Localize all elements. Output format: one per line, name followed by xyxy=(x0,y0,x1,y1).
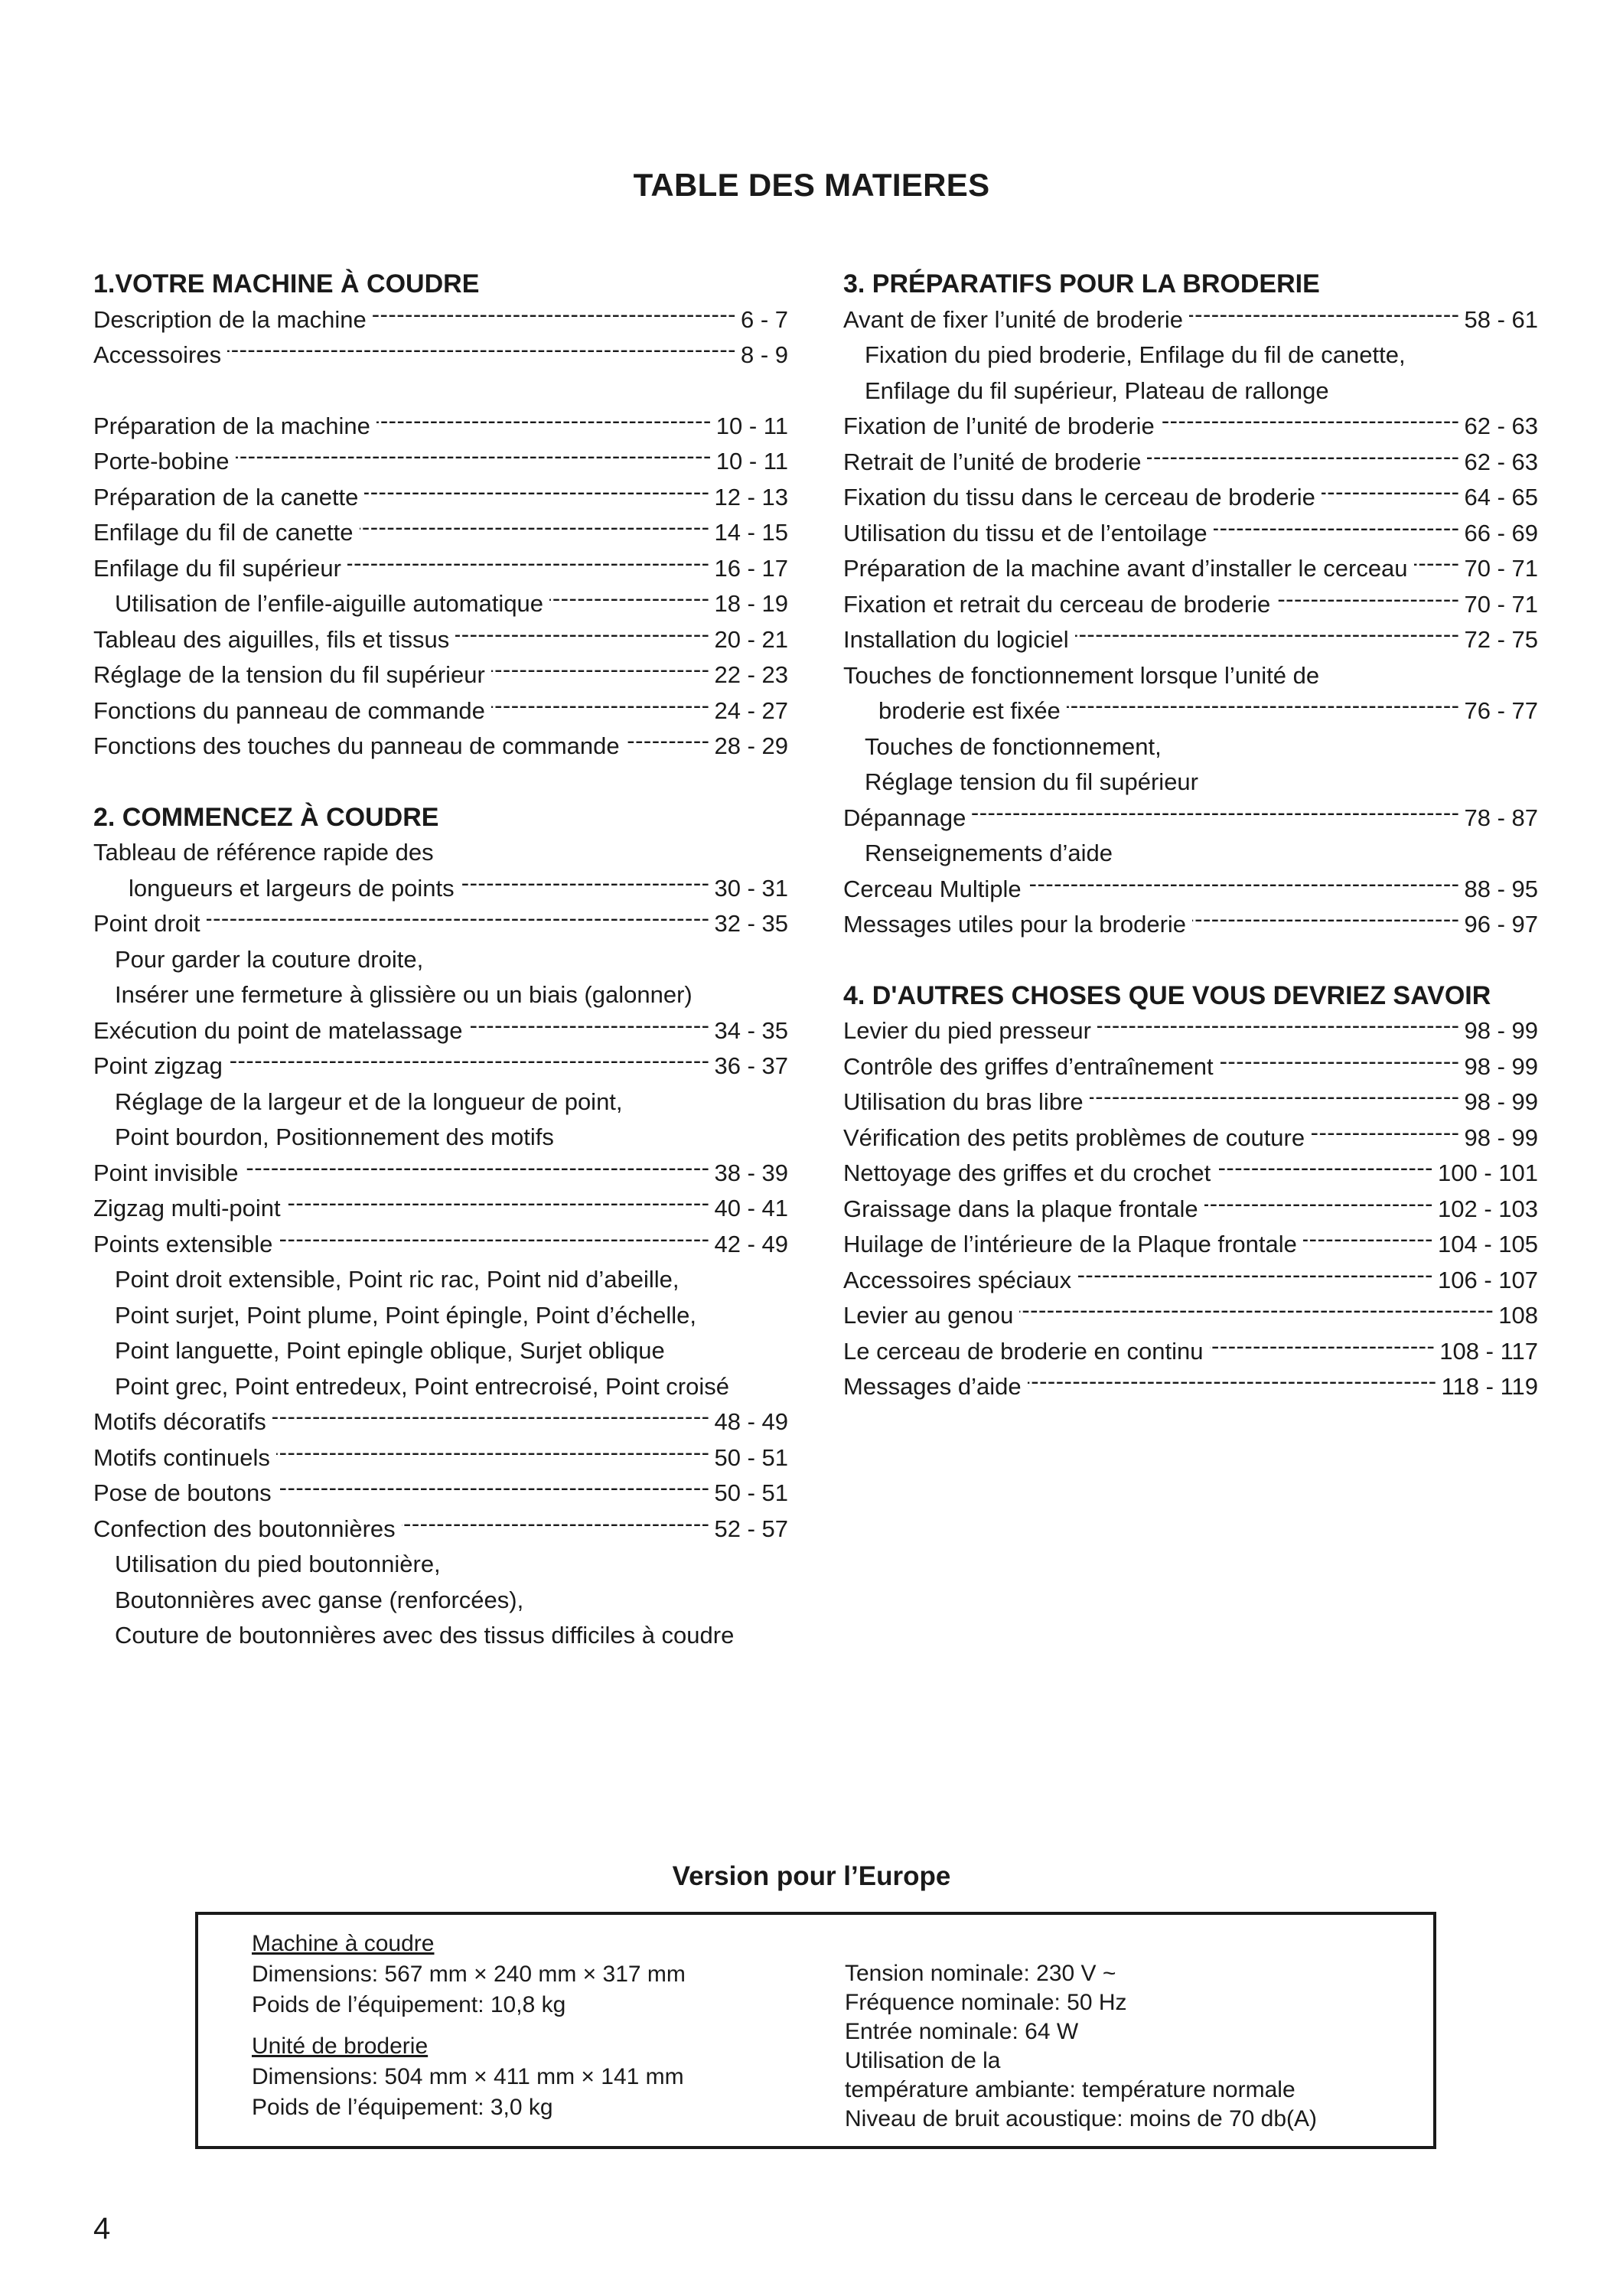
section-heading: 3. PRÉPARATIFS POUR LA BRODERIE xyxy=(843,269,1320,298)
dot-leader xyxy=(278,1477,710,1501)
toc-entry xyxy=(843,907,1538,943)
dot-leader xyxy=(491,659,710,683)
toc-entry-label: Point zigzag xyxy=(93,1052,223,1079)
toc-entry-pages: 28 - 29 xyxy=(714,732,788,759)
section-heading: 1.VOTRE MACHINE À COUDRE xyxy=(93,269,480,298)
specifications-right xyxy=(845,1959,1317,2134)
toc-entry-pages: 66 - 69 xyxy=(1464,519,1538,546)
toc-entry xyxy=(93,1404,788,1440)
toc-subline: Point grec, Point entredeux, Point entrecroisé, Point croisé xyxy=(115,1372,729,1400)
toc-entry-label: Pose de boutons xyxy=(93,1479,272,1506)
toc-entry-pages: 98 - 99 xyxy=(1464,1017,1538,1044)
toc-entry-pages: 14 - 15 xyxy=(714,519,788,546)
toc-entry-pages: 62 - 63 xyxy=(1464,448,1538,475)
toc-entry xyxy=(843,587,1538,623)
dot-leader xyxy=(347,553,710,576)
toc-entry xyxy=(93,338,788,373)
dot-leader xyxy=(469,1015,710,1039)
toc-entry xyxy=(843,480,1538,516)
toc-entry-label: Fonctions des touches du panneau de commande xyxy=(93,732,620,759)
toc-entry-label: Description de la machine xyxy=(93,305,367,333)
toc-subline: Réglage tension du fil supérieur xyxy=(865,768,1198,795)
toc-entry-pages: 62 - 63 xyxy=(1464,413,1538,439)
toc-entry-pages: 108 - 117 xyxy=(1439,1337,1538,1365)
toc-entry-pages: 72 - 75 xyxy=(1464,626,1538,653)
toc-entry-label: longueurs et largeurs de points xyxy=(129,874,455,902)
toc-entry xyxy=(843,1227,1538,1263)
toc-entry-pages: 20 - 21 xyxy=(714,625,788,653)
toc-entry-pages: 24 - 27 xyxy=(714,696,788,724)
toc-subline: Renseignements d’aide xyxy=(865,840,1113,866)
toc-subline: Tableau de référence rapide des xyxy=(93,839,434,866)
toc-entry-label: Accessoires xyxy=(93,341,222,368)
toc-entry-pages: 16 - 17 xyxy=(714,554,788,582)
dot-leader xyxy=(229,1050,710,1074)
dot-leader xyxy=(1322,481,1460,505)
toc-entry-pages: 8 - 9 xyxy=(740,341,788,368)
dot-leader xyxy=(276,1442,710,1466)
toc-entry xyxy=(843,1120,1538,1156)
specifications-left xyxy=(252,1929,686,2123)
toc-entry-pages: 70 - 71 xyxy=(1464,590,1538,618)
spec-heading: Machine à coudre xyxy=(252,1931,435,1956)
toc-entry xyxy=(843,1013,1538,1049)
spec-line: Fréquence nominale: 50 Hz xyxy=(845,1990,1127,2015)
dot-leader xyxy=(1075,624,1460,647)
toc-entry xyxy=(843,1192,1538,1228)
toc-entry-pages: 48 - 49 xyxy=(714,1408,788,1435)
toc-entry xyxy=(843,1156,1538,1192)
toc-entry-pages: 10 - 11 xyxy=(715,448,788,475)
toc-entry-pages: 58 - 61 xyxy=(1464,305,1538,333)
section-heading: 4. D'AUTRES CHOSES QUE VOUS DEVRIEZ SAVOIR xyxy=(843,980,1491,1010)
dot-leader xyxy=(1276,589,1459,612)
spec-line: température ambiante: température normale xyxy=(845,2077,1295,2102)
toc-entry-label: Levier du pied presseur xyxy=(843,1017,1091,1044)
toc-entry xyxy=(93,1476,788,1512)
toc-entry xyxy=(843,693,1538,729)
toc-subline: Couture de boutonnières avec des tissus difficiles à coudre xyxy=(115,1622,735,1649)
toc-subline: Point surjet, Point plume, Point épingle, Point d’échelle, xyxy=(115,1301,696,1329)
toc-entry-pages: 76 - 77 xyxy=(1464,697,1538,724)
toc-entry-label: Accessoires spéciaux xyxy=(843,1266,1072,1293)
toc-entry-label: Utilisation du bras libre xyxy=(843,1088,1084,1115)
toc-entry-pages: 100 - 101 xyxy=(1438,1159,1538,1186)
toc-subline: Insérer une fermeture à glissière ou un biais (galonner) xyxy=(115,981,693,1008)
toc-entry-pages: 106 - 107 xyxy=(1438,1266,1538,1293)
toc-entry-label: Exécution du point de matelassage xyxy=(93,1016,463,1044)
toc-entry-pages: 64 - 65 xyxy=(1464,484,1538,510)
dot-leader xyxy=(1214,517,1460,541)
toc-column-right xyxy=(843,266,1538,1405)
toc-entry-label: Cerceau Multiple xyxy=(843,875,1022,902)
toc-entry-label: Nettoyage des griffes et du crochet xyxy=(843,1159,1211,1186)
toc-subline: Pour garder la couture droite, xyxy=(115,945,424,973)
toc-entry-label: Utilisation de l’enfile-aiguille automatique xyxy=(115,590,544,617)
toc-entry xyxy=(843,551,1538,587)
toc-entry-pages: 78 - 87 xyxy=(1464,804,1538,831)
toc-subline: Touches de fonctionnement lorsque l’unité de xyxy=(843,661,1320,689)
toc-entry xyxy=(843,302,1538,338)
toc-entry xyxy=(843,1298,1538,1334)
toc-entry-pages: 36 - 37 xyxy=(714,1052,788,1079)
toc-entry xyxy=(93,480,788,516)
toc-entry-label: Contrôle des griffes d’entraînement xyxy=(843,1052,1214,1080)
toc-entry xyxy=(843,1084,1538,1120)
dot-leader xyxy=(1019,1300,1494,1323)
dot-leader xyxy=(207,908,710,931)
dot-leader xyxy=(1090,1086,1460,1110)
toc-entry-pages: 40 - 41 xyxy=(714,1195,788,1221)
toc-entry xyxy=(843,409,1538,445)
dot-leader xyxy=(1028,873,1460,897)
toc-subline: Touches de fonctionnement, xyxy=(865,732,1162,760)
toc-entry-pages: 6 - 7 xyxy=(740,305,788,333)
toc-entry-pages: 104 - 105 xyxy=(1438,1231,1538,1257)
toc-entry xyxy=(843,622,1538,658)
toc-entry-pages: 98 - 99 xyxy=(1464,1088,1538,1115)
toc-entry-label: Enfilage du fil de canette xyxy=(93,519,354,546)
dot-leader xyxy=(626,730,710,754)
toc-entry-label: Enfilage du fil supérieur xyxy=(93,554,341,582)
toc-entry xyxy=(93,1227,788,1263)
dot-leader xyxy=(1414,553,1460,576)
toc-entry xyxy=(93,444,788,480)
toc-entry-pages: 50 - 51 xyxy=(714,1443,788,1471)
toc-entry-label: Points extensible xyxy=(93,1230,273,1257)
toc-entry xyxy=(93,1440,788,1476)
dot-leader xyxy=(1161,410,1460,434)
toc-entry xyxy=(93,551,788,587)
toc-entry xyxy=(843,1334,1538,1370)
toc-entry xyxy=(93,657,788,693)
spec-line: Niveau de bruit acoustique: moins de 70 db(A) xyxy=(845,2106,1318,2131)
toc-entry-pages: 118 - 119 xyxy=(1441,1373,1538,1400)
toc-entry-label: Fixation de l’unité de broderie xyxy=(843,413,1155,439)
spec-line: Poids de l’équipement: 10,8 kg xyxy=(252,1992,566,2017)
dot-leader xyxy=(360,517,710,540)
dot-leader xyxy=(287,1192,710,1216)
toc-entry-label: Préparation de la machine avant d’installer le cerceau xyxy=(843,555,1408,582)
toc-entry-label: Préparation de la machine xyxy=(93,412,370,439)
toc-entry-pages: 22 - 23 xyxy=(714,661,788,688)
toc-entry-label: Motifs continuels xyxy=(93,1443,270,1471)
spec-line: Poids de l’équipement: 3,0 kg xyxy=(252,2095,553,2120)
toc-entry-pages: 98 - 99 xyxy=(1464,1052,1538,1080)
toc-entry-pages: 32 - 35 xyxy=(714,910,788,937)
dot-leader xyxy=(279,1228,709,1252)
dot-leader xyxy=(1204,1193,1433,1217)
dot-leader xyxy=(402,1513,710,1537)
toc-subline: Utilisation du pied boutonnière, xyxy=(115,1551,441,1577)
toc-entry xyxy=(93,1191,788,1227)
dot-leader xyxy=(1217,1157,1433,1181)
toc-entry-label: Motifs décoratifs xyxy=(93,1408,266,1435)
toc-entry-label: Avant de fixer l’unité de broderie xyxy=(843,305,1184,333)
toc-subline: Enfilage du fil supérieur, Plateau de rallonge xyxy=(865,377,1329,404)
dot-leader xyxy=(1192,908,1459,932)
spec-line: Dimensions: 504 mm × 411 mm × 141 mm xyxy=(252,2064,684,2089)
dot-leader xyxy=(1311,1122,1459,1146)
dot-leader xyxy=(245,1157,710,1181)
toc-entry-label: Réglage de la tension du fil supérieur xyxy=(93,661,485,688)
toc-entry xyxy=(843,445,1538,481)
toc-entry xyxy=(93,1013,788,1049)
toc-entry-label: Le cerceau de broderie en continu xyxy=(843,1337,1204,1365)
toc-entry xyxy=(843,1369,1538,1405)
toc-entry-label: Fixation du tissu dans le cerceau de broderie xyxy=(843,484,1315,510)
dot-leader xyxy=(1189,304,1459,328)
spec-line: Entrée nominale: 64 W xyxy=(845,2019,1079,2044)
toc-entry-pages: 12 - 13 xyxy=(714,483,788,510)
dot-leader xyxy=(461,872,710,896)
toc-entry-label: Dépannage xyxy=(843,804,966,831)
dot-leader xyxy=(236,445,712,469)
toc-entry xyxy=(93,1156,788,1192)
dot-leader xyxy=(1210,1336,1436,1359)
toc-entry-pages: 50 - 51 xyxy=(714,1479,788,1506)
toc-entry-pages: 30 - 31 xyxy=(714,874,788,902)
toc-entry-pages: 34 - 35 xyxy=(714,1016,788,1044)
toc-entry-pages: 98 - 99 xyxy=(1464,1124,1538,1151)
toc-subline: Fixation du pied broderie, Enfilage du fil de canette, xyxy=(865,341,1406,368)
toc-entry-label: Tableau des aiguilles, fils et tissus xyxy=(93,625,450,653)
toc-entry xyxy=(843,1263,1538,1299)
toc-entry-pages: 10 - 11 xyxy=(715,412,788,439)
toc-entry-label: Point invisible xyxy=(93,1159,239,1186)
toc-entry xyxy=(93,693,788,729)
dot-leader xyxy=(376,410,712,434)
toc-entry-label: Fixation et retrait du cerceau de broderie xyxy=(843,590,1271,618)
toc-entry-pages: 102 - 103 xyxy=(1438,1195,1538,1222)
toc-entry xyxy=(93,622,788,658)
specifications-box xyxy=(195,1912,1436,2149)
toc-entry-label: Zigzag multi-point xyxy=(93,1195,281,1221)
toc-entry-label: Retrait de l’unité de broderie xyxy=(843,448,1142,475)
toc-entry-pages: 88 - 95 xyxy=(1464,875,1538,902)
toc-entry xyxy=(93,871,788,907)
toc-entry-label: Porte-bobine xyxy=(93,448,230,475)
toc-entry xyxy=(93,1049,788,1084)
toc-entry-label: Installation du logiciel xyxy=(843,626,1069,653)
dot-leader xyxy=(1147,446,1459,470)
toc-entry-label: Préparation de la canette xyxy=(93,483,359,510)
toc-entry-pages: 18 - 19 xyxy=(714,590,788,617)
toc-entry-pages: 52 - 57 xyxy=(714,1515,788,1542)
toc-subline: Point bourdon, Positionnement des motifs xyxy=(115,1124,554,1150)
toc-entry xyxy=(93,409,788,445)
toc-entry-label: Messages d’aide xyxy=(843,1373,1022,1400)
page-number: 4 xyxy=(93,2212,111,2245)
toc-entry xyxy=(93,515,788,551)
spec-line: Dimensions: 567 mm × 240 mm × 317 mm xyxy=(252,1962,686,1987)
toc-entry xyxy=(843,1049,1538,1085)
toc-entry xyxy=(843,872,1538,908)
page-title: TABLE DES MATIERES xyxy=(633,167,990,203)
toc-entry-label: broderie est fixée xyxy=(878,697,1061,724)
toc-entry-label: Huilage de l’intérieure de la Plaque frontale xyxy=(843,1231,1297,1257)
toc-entry-label: Levier au genou xyxy=(843,1302,1014,1329)
toc-entry xyxy=(93,906,788,942)
version-title: Version pour l’Europe xyxy=(672,1861,951,1891)
dot-leader xyxy=(272,1406,710,1430)
dot-leader xyxy=(373,304,736,328)
toc-entry-pages: 96 - 97 xyxy=(1464,911,1538,938)
section-heading: 2. COMMENCEZ À COUDRE xyxy=(93,802,439,832)
dot-leader xyxy=(1220,1051,1460,1075)
toc-entry xyxy=(93,1512,788,1548)
toc-entry-pages: 42 - 49 xyxy=(714,1230,788,1257)
dot-leader xyxy=(549,588,709,612)
spec-line: Utilisation de la xyxy=(845,2048,1001,2073)
toc-entry-label: Confection des boutonnières xyxy=(93,1515,396,1542)
toc-subline: Boutonnières avec ganse (renforcées), xyxy=(115,1586,524,1613)
spec-heading: Unité de broderie xyxy=(252,2033,429,2059)
dot-leader xyxy=(455,624,709,647)
dot-leader xyxy=(1303,1228,1433,1252)
toc-subline: Point droit extensible, Point ric rac, Point nid d’abeille, xyxy=(115,1266,680,1293)
toc-entry-label: Fonctions du panneau de commande xyxy=(93,696,485,724)
dot-leader xyxy=(1067,695,1460,719)
toc-entry-pages: 70 - 71 xyxy=(1464,555,1538,582)
toc-subline: Point languette, Point epingle oblique, Surjet oblique xyxy=(115,1337,665,1364)
dot-leader xyxy=(1028,1371,1437,1394)
dot-leader xyxy=(1097,1015,1460,1039)
toc-entry-label: Point droit xyxy=(93,910,200,937)
toc-entry xyxy=(843,516,1538,552)
dot-leader xyxy=(972,802,1459,826)
toc-entry-label: Graissage dans la plaque frontale xyxy=(843,1195,1198,1222)
toc-entry-pages: 108 xyxy=(1498,1302,1538,1329)
toc-entry-label: Vérification des petits problèmes de couture xyxy=(843,1124,1305,1151)
toc-subline: Réglage de la largeur et de la longueur de point, xyxy=(115,1088,623,1115)
toc-entry xyxy=(843,801,1538,837)
dot-leader xyxy=(491,695,710,719)
toc-entry-pages: 38 - 39 xyxy=(714,1159,788,1186)
toc-column-left xyxy=(93,266,788,1654)
dot-leader xyxy=(227,339,736,363)
toc-entry xyxy=(93,586,788,622)
spec-line: Tension nominale: 230 V ~ xyxy=(845,1961,1116,1986)
toc-entry-label: Utilisation du tissu et de l’entoilage xyxy=(843,519,1207,546)
toc-entry xyxy=(93,302,788,338)
dot-leader xyxy=(1077,1264,1433,1288)
dot-leader xyxy=(364,481,709,505)
toc-entry-label: Messages utiles pour la broderie xyxy=(843,911,1187,938)
toc-entry xyxy=(93,729,788,765)
